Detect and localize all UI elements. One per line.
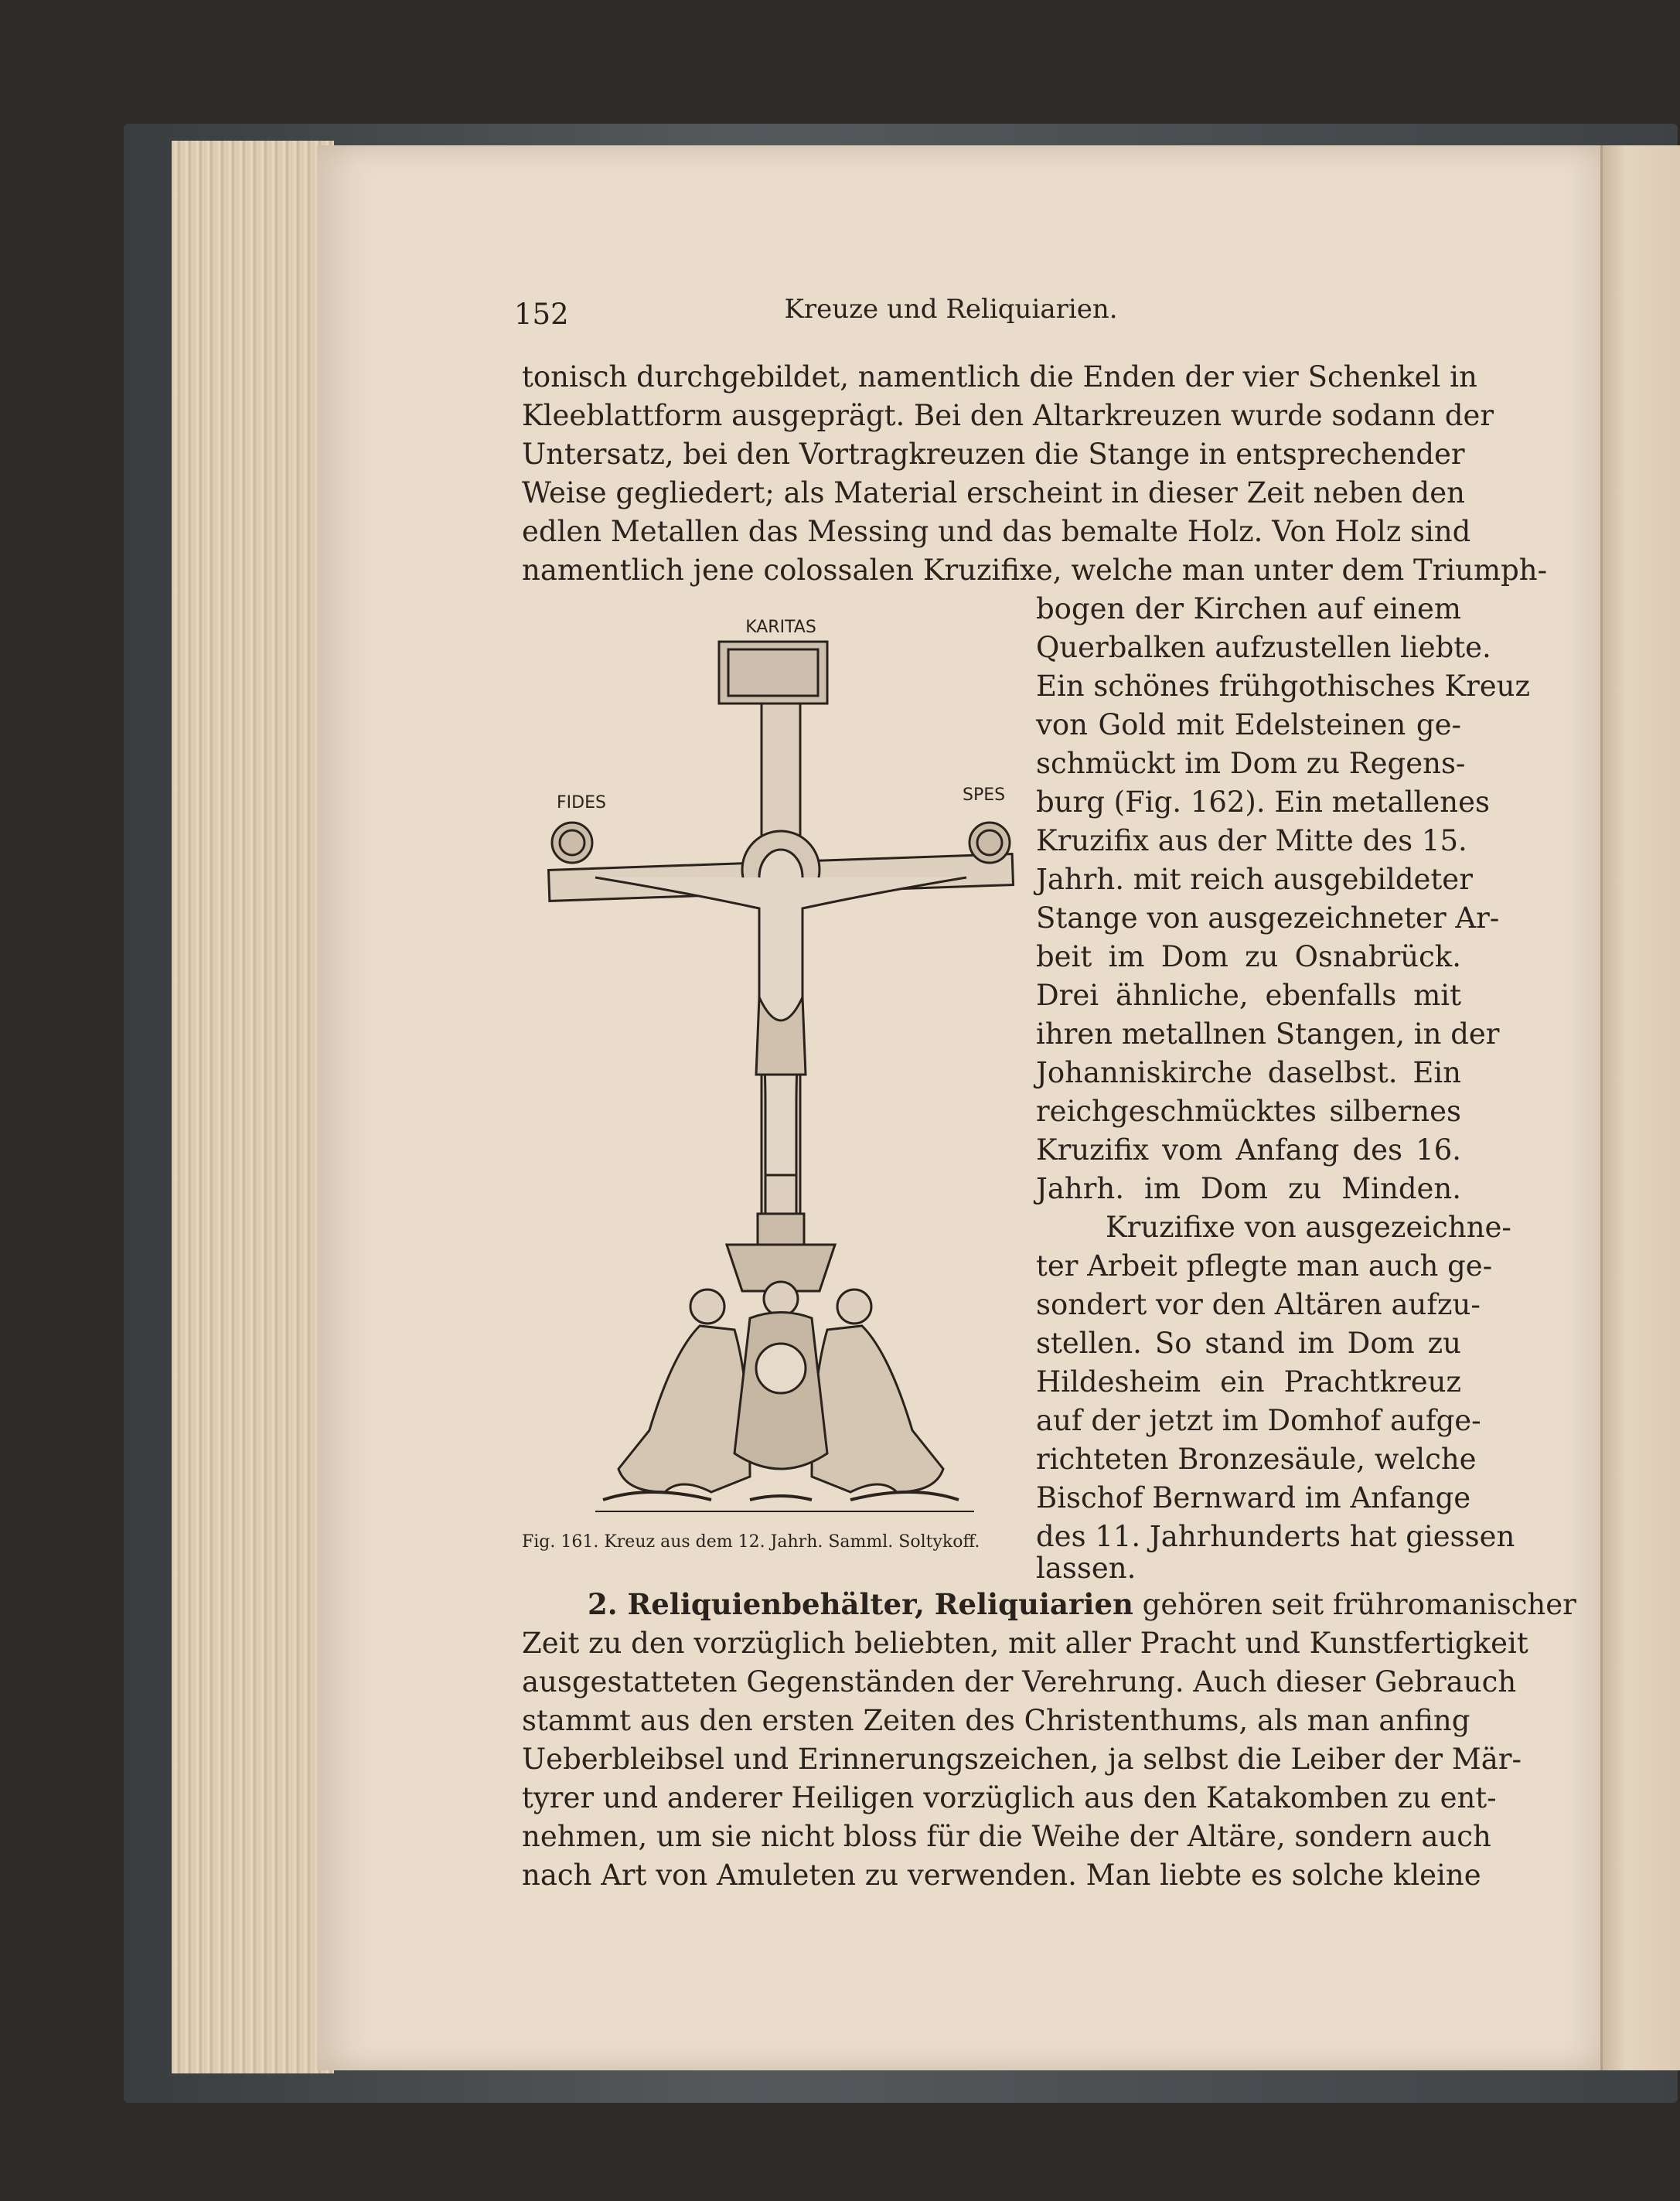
- text-line: bogen der Kirchen auf einem: [1036, 592, 1461, 625]
- text-line: Hildesheim ein Prachtkreuz: [1036, 1365, 1461, 1399]
- crucifix-illustration: [533, 611, 1028, 1531]
- text-line: nehmen, um sie nicht bloss für die Weihe der Altäre, sondern auch: [522, 1820, 1491, 1853]
- running-title: [0, 294, 1678, 325]
- text-line: von Gold mit Edelsteinen ge-: [1036, 708, 1461, 741]
- text-line: tyrer und anderer Heiligen vorzüglich aus den Katakomben zu ent-: [522, 1781, 1497, 1814]
- section-heading-rest: gehören seit frühromanischer: [1133, 1588, 1576, 1621]
- text-line: auf der jetzt im Domhof aufge-: [1036, 1404, 1481, 1437]
- text-line: sondert vor den Altären aufzu-: [1036, 1288, 1481, 1321]
- text-line: Drei ähnliche, ebenfalls mit: [1036, 979, 1461, 1012]
- text-line: Ueberbleibsel und Erinnerungszeichen, ja selbst die Leiber der Mär-: [522, 1743, 1522, 1776]
- text-line: Kruzifixe von ausgezeichne-: [1106, 1211, 1511, 1244]
- page-number: 152: [514, 298, 569, 331]
- facing-page-edge: [1600, 145, 1680, 2070]
- text-line: ihren metallnen Stangen, in der: [1036, 1017, 1500, 1051]
- text-line: Stange von ausgezeichneter Ar-: [1036, 901, 1500, 935]
- text-line: lassen.: [1036, 1552, 1136, 1585]
- text-line: Ein schönes frühgothisches Kreuz: [1036, 669, 1530, 703]
- text-line: des 11. Jahrhunderts hat giessen: [1036, 1520, 1515, 1553]
- text-line: schmückt im Dom zu Regens-: [1036, 747, 1466, 780]
- text-line: ausgestatteten Gegenständen der Verehrung. Auch dieser Gebrauch: [522, 1665, 1517, 1698]
- text-line: edlen Metallen das Messing und das bemalte Holz. Von Holz sind: [522, 515, 1471, 548]
- text-line: reichgeschmücktes silbernes: [1036, 1095, 1461, 1128]
- text-line: stellen. So stand im Dom zu: [1036, 1327, 1461, 1360]
- text-line: Zeit zu den vorzüglich beliebten, mit aller Pracht und Kunstfertigkeit: [522, 1627, 1528, 1660]
- text-line: Untersatz, bei den Vortragkreuzen die Stange in entsprechender: [522, 438, 1465, 471]
- text-line: nach Art von Amuleten zu verwenden. Man liebte es solche kleine: [522, 1859, 1481, 1892]
- text-line: Jahrh. mit reich ausgebildeter: [1036, 863, 1473, 896]
- text-line: Johanniskirche daselbst. Ein: [1036, 1056, 1461, 1089]
- page-edges: [172, 141, 334, 2073]
- text-line: Kruzifix vom Anfang des 16.: [1036, 1133, 1461, 1167]
- text-line: richteten Bronzesäule, welche: [1036, 1443, 1477, 1476]
- label-spes: SPES: [963, 785, 1006, 805]
- text-line: Weise gegliedert; als Material erscheint in dieser Zeit neben den: [522, 476, 1465, 509]
- running-title-text: Kreuze und Reliquiarien.: [784, 294, 1118, 325]
- text-line: Bischof Bernward im Anfange: [1036, 1481, 1471, 1514]
- text-line: Querbalken aufzustellen liebte.: [1036, 631, 1491, 664]
- text-line: burg (Fig. 162). Ein metallenes: [1036, 785, 1490, 819]
- text-line: tonisch durchgebildet, namentlich die Enden der vier Schenkel in: [522, 360, 1477, 394]
- figure-caption: Fig. 161. Kreuz aus dem 12. Jahrh. Samml. Soltykoff.: [522, 1532, 980, 1552]
- text-line: Kruzifix aus der Mitte des 15.: [1036, 824, 1467, 857]
- text-line: namentlich jene colossalen Kruzifixe, welche man unter dem Triumph-: [522, 554, 1548, 587]
- label-karitas: KARITAS: [745, 618, 816, 637]
- text-line: stammt aus den ersten Zeiten des Christenthums, als man anfing: [522, 1704, 1470, 1737]
- text-line: Kleeblattform ausgeprägt. Bei den Altarkreuzen wurde sodann der: [522, 399, 1494, 432]
- section-heading: 2. Reliquienbehälter, Reliquiarien: [588, 1587, 1133, 1621]
- label-fides: FIDES: [557, 793, 606, 813]
- text-line: [588, 1586, 1576, 1623]
- text-line: Jahrh. im Dom zu Minden.: [1036, 1172, 1461, 1205]
- text-line: beit im Dom zu Osnabrück.: [1036, 940, 1461, 973]
- text-line: ter Arbeit pflegte man auch ge-: [1036, 1249, 1493, 1283]
